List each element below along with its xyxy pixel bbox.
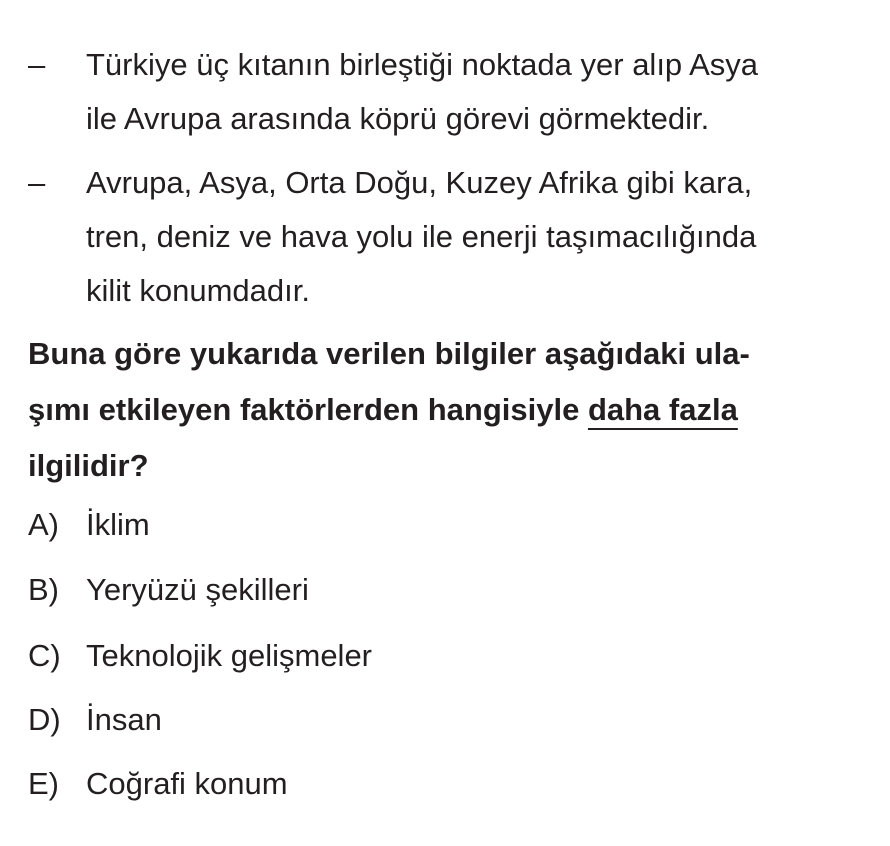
question-line xyxy=(28,382,848,438)
bullet-dash: – xyxy=(28,165,46,200)
option-letter: B) xyxy=(28,572,59,607)
question-line: ilgilidir? xyxy=(28,448,149,483)
bullet-line: tren, deniz ve hava yolu ile enerji taşımacılığında xyxy=(86,219,757,254)
option-letter: E) xyxy=(28,766,59,801)
question-line: Buna göre yukarıda verilen bilgiler aşağıdaki ula- xyxy=(28,336,750,371)
option-text: Yeryüzü şekilleri xyxy=(86,572,309,607)
option-text: İnsan xyxy=(86,702,162,737)
option-letter: C) xyxy=(28,638,61,673)
question-stem xyxy=(28,326,848,494)
option-letter: A) xyxy=(28,507,59,542)
option-text: Coğrafi konum xyxy=(86,766,288,801)
bullet-dash: – xyxy=(28,47,46,82)
bullet-line: Türkiye üç kıtanın birleştiği noktada yer alıp Asya xyxy=(86,47,758,82)
bullet-line: ile Avrupa arasında köprü görevi görmektedir. xyxy=(86,101,710,136)
bullet-text xyxy=(86,156,846,318)
option-letter: D) xyxy=(28,702,61,737)
underlined-emphasis: daha fazla xyxy=(587,392,738,427)
bullet-text xyxy=(86,38,846,146)
bullet-line: Avrupa, Asya, Orta Doğu, Kuzey Afrika gibi kara, xyxy=(86,165,753,200)
option-text: İklim xyxy=(86,507,150,542)
question-line-text: şımı etkileyen faktörlerden hangisiyle xyxy=(28,392,588,427)
option-text: Teknolojik gelişmeler xyxy=(86,638,373,673)
bullet-line: kilit konumdadır. xyxy=(86,273,310,308)
